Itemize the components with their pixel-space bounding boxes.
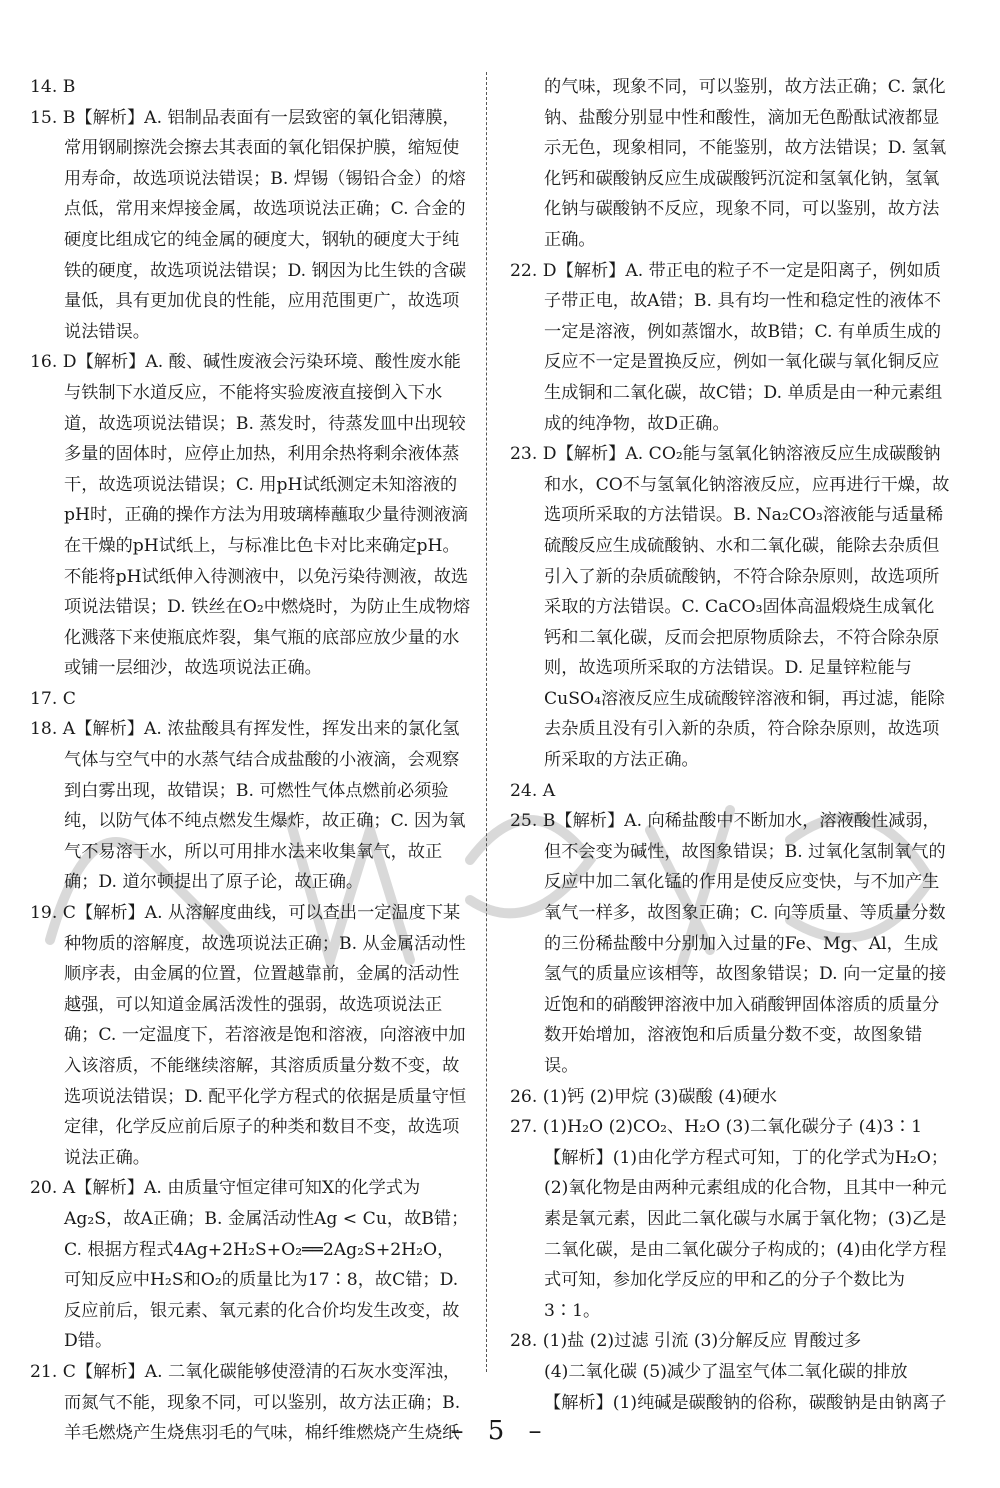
answer-17: 17. C <box>30 688 76 709</box>
answer-28-analysis: 【解析】(1)纯碱是碳酸钠的俗称，碳酸钠是由钠离子 <box>544 1392 947 1413</box>
answer-20: 20. A【解析】A. 由质量守恒定律可知X的化学式为Ag₂S，故A正确；B. 金属活动性Ag < Cu，故B错；C. 根据方程式4Ag+2H₂S+O₂══2Ag₂S+2H₂O，可知反应中H₂S和O₂的质量比为17∶8，故C错；D. 反应前后，银元素、氧元素的化合价均发生改变，故D错。 <box>30 1178 469 1352</box>
answer-27-analysis: 【解析】(1)由化学方程式可知，丁的化学式为H₂O；(2)氧化物是由两种元素组成的化合物，且其中一种元素是氧元素，因此二氧化碳与水属于氧化物；(3)乙是二氧化碳，是由二氧化碳分子构成的；(4)由化学方程式可知，参加化学反应的甲和乙的分子个数比为3∶1。 <box>544 1147 949 1321</box>
answer-25: 25. B【解析】A. 向稀盐酸中不断加水，溶液酸性减弱，但不会变为碱性，故图象错误；B. 过氧化氢制氧气的反应中加二氧化锰的作用是使反应变快，与不加产生氧气一样多，故图象正确；C. 向等质量、等质量分数的三份稀盐酸中分别加入过量的Fe、Mg、Al，生成氢气的质量应该相等，故图象错误；D. 向一定量的接近饱和的硝酸钾溶液中加入硝酸钾固体溶质的质量分数开始增加，溶液饱和后质量分数不变，故图象错误。 <box>510 811 947 1076</box>
left-column <box>30 72 470 1449</box>
answer-28-part2: (4)二氧化碳 (5)减少了温室气体二氧化碳的排放 <box>544 1361 908 1382</box>
answer-15: 15. B【解析】A. 铝制品表面有一层致密的氧化铝薄膜，常用钢刷擦洗会擦去其表面的氧化铝保护膜，缩短使用寿命，故选项说法错误；B. 焊锡（锡铅合金）的熔点低，常用来焊接金属，故选项说法正确；C. 合金的硬度比组成它的纯金属的硬度大，钢轨的硬度大于纯铁的硬度，故选项说法错误；D. 钢因为比生铁的含碳量低，具有更加优良的性能，应用范围更广，故选项说法错误。 <box>30 107 467 342</box>
answer-21-continued: 的气味，现象不同，可以鉴别，故方法正确；C. 氯化钠、盐酸分别显中性和酸性，滴加无色酚酞试液都显示无色，现象相同，不能鉴别，故方法错误；D. 氢氧化钙和碳酸钠反应生成碳酸钙沉淀和氢氧化钠，氢氧化钠与碳酸钠不反应，现象不同，可以鉴别，故方法正确。 <box>544 77 947 250</box>
answer-16: 16. D【解析】A. 酸、碱性废液会污染环境、酸性废水能与铁制下水道反应，不能将实验废液直接倒入下水道，故选项说法错误；B. 蒸发时，待蒸发皿中出现较多量的固体时，应停止加热，利用余热将剩余液体蒸干，故选项说法错误；C. 用pH试纸测定未知溶液的pH时，正确的操作方法为用玻璃棒蘸取少量待测液滴在干燥的pH试纸上，与标准比色卡对比来确定pH。不能将pH试纸伸入待测液中，以免污染待测液，故选项说法错误；D. 铁丝在O₂中燃烧时，为防止生成物熔化溅落下来使瓶底炸裂，集气瓶的底部应放少量的水或铺一层细沙，故选项说法正确。 <box>30 352 471 679</box>
column-divider <box>486 72 487 1372</box>
answer-28: 28. (1)盐 (2)过滤 引流 (3)分解反应 胃酸过多 <box>510 1331 862 1352</box>
answer-18: 18. A【解析】A. 浓盐酸具有挥发性，挥发出来的氯化氢气体与空气中的水蒸气结合成盐酸的小液滴，会观察到白雾出现，故错误；B. 可燃性气体点燃前必须验纯，以防气体不纯点燃发生爆炸，故正确；C. 因为氧气不易溶于水，所以可用排水法来收集氧气，故正确；D. 道尔顿提出了原子论，故正确。 <box>30 719 466 893</box>
right-column <box>510 72 950 1418</box>
answer-21: 21. C【解析】A. 二氧化碳能够使澄清的石灰水变浑浊，而氮气不能，现象不同，可以鉴别，故方法正确；B. 羊毛燃烧产生烧焦羽毛的气味，棉纤维燃烧产生烧纸 <box>30 1361 461 1444</box>
answer-23: 23. D【解析】A. CO₂能与氢氧化钠溶液反应生成碳酸钠和水，CO不与氢氧化钠溶液反应，应再进行干燥，故选项所采取的方法错误。B. Na₂CO₃溶液能与适量稀硫酸反应生成硫酸钠、水和二氧化碳，能除去杂质但引入了新的杂质硫酸钠，不符合除杂原则，故选项所采取的方法错误。C. CaCO₃固体高温煅烧生成氧化钙和二氧化碳，反而会把原物质除去，不符合除杂原则，故选项所采取的方法错误。D. 足量锌粒能与CuSO₄溶液反应生成硫酸锌溶液和铜，再过滤，能除去杂质且没有引入新的杂质，符合除杂原则，故选项所采取的方法正确。 <box>510 444 950 771</box>
page-number: – 5 – <box>450 1416 550 1446</box>
answer-22: 22. D【解析】A. 带正电的粒子不一定是阳离子，例如质子带正电，故A错；B. 具有均一性和稳定性的液体不一定是溶液，例如蒸馏水，故B错；C. 有单质生成的反应不一定是置换反应，例如一氧化碳与氧化铜反应生成铜和二氧化碳，故C错；D. 单质是由一种元素组成的纯净物，故D正确。 <box>510 260 943 434</box>
answer-14: 14. B <box>30 77 76 97</box>
answer-19: 19. C【解析】A. 从溶解度曲线，可以查出一定温度下某种物质的溶解度，故选项说法正确；B. 从金属活动性顺序表，由金属的位置，位置越靠前，金属的活动性越强，可以知道金属活泼性的强弱，故选项说法正确；C. 一定温度下，若溶液是饱和溶液，向溶液中加入该溶质，不能继续溶解，其溶质质量分数不变，故选项说法错误；D. 配平化学方程式的依据是质量守恒定律，化学反应前后原子的种类和数目不变，故选项说法正确。 <box>30 903 467 1168</box>
answer-24: 24. A <box>510 780 556 801</box>
answer-27: 27. (1)H₂O (2)CO₂、H₂O (3)二氧化碳分子 (4)3∶1 <box>510 1117 923 1138</box>
answer-26: 26. (1)钙 (2)甲烷 (3)碳酸 (4)硬水 <box>510 1086 777 1107</box>
